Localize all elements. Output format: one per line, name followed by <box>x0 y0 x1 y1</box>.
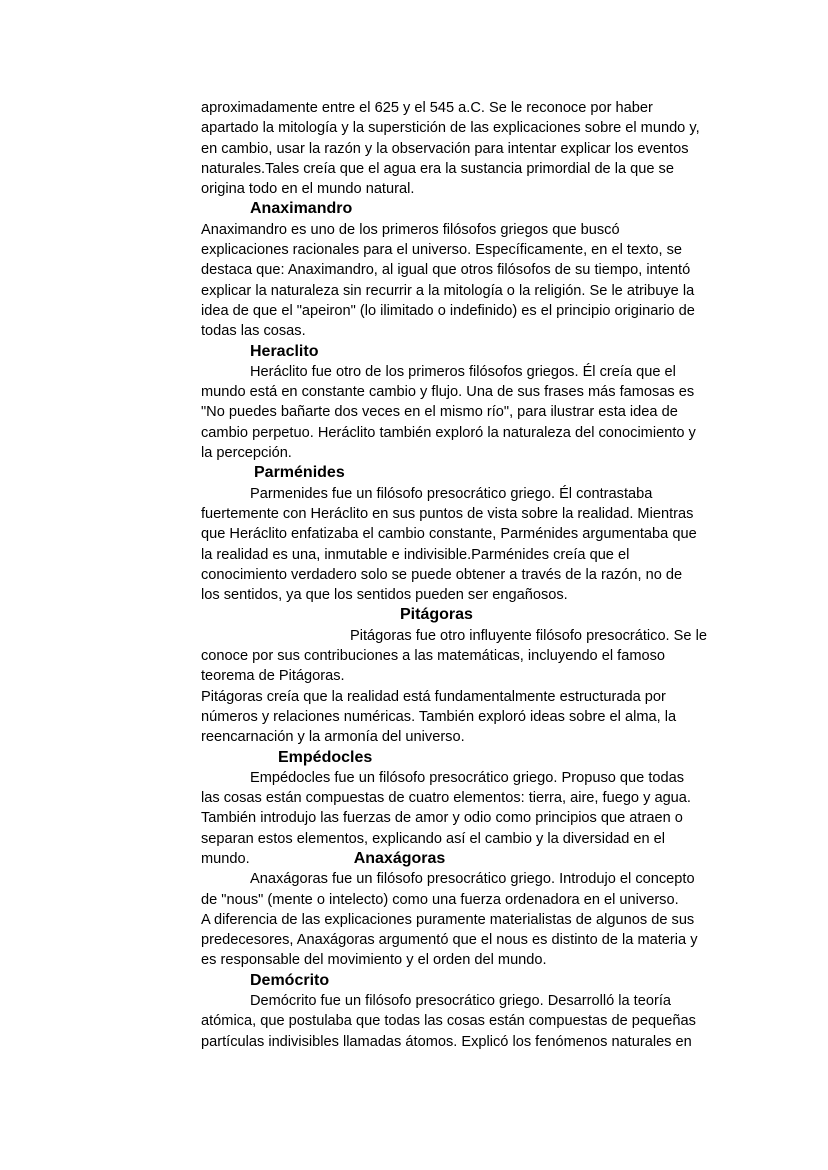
text-line: la realidad es una, inmutable e indivisible.Parménides creía que el <box>201 546 630 563</box>
heading-pitagoras: Pitágoras <box>400 606 473 624</box>
text-line: separan estos elementos, explicando así el cambio y la diversidad en el <box>201 830 666 847</box>
text-line: los sentidos, ya que los sentidos pueden ser engañosos. <box>201 587 568 604</box>
text-line: aproximadamente entre el 625 y el 545 a.C. Se le reconoce por haber <box>201 100 653 116</box>
text-line: de "nous" (mente o intelecto) como una fuerza ordenadora en el universo. <box>201 891 679 908</box>
text-line: números y relaciones numéricas. También exploró ideas sobre el alma, la <box>201 708 677 725</box>
heading-heraclito: Heraclito <box>250 342 319 360</box>
section-democrito <box>201 971 741 1052</box>
text-line: Parmenides fue un filósofo presocrático griego. Él contrastaba <box>250 485 653 502</box>
text-line: Empédocles fue un filósofo presocrático griego. Propuso que todas <box>250 769 685 786</box>
text-line: explicar la naturaleza sin recurrir a la mitología o la religión. Se le atribuye la <box>201 282 695 299</box>
text-line: todas las cosas. <box>201 323 306 340</box>
text-line: También introdujo las fuerzas de amor y odio como principios que atraen o <box>201 810 683 827</box>
text-line: "No puedes bañarte dos veces en el mismo río", para ilustrar esta idea de <box>201 404 678 421</box>
heading-anaxagoras: Anaxágoras <box>353 849 446 867</box>
mixed-line <box>201 849 741 869</box>
text-line: Demócrito fue un filósofo presocrático griego. Desarrolló la teoría <box>250 993 671 1010</box>
section-anaximandro <box>201 199 741 341</box>
text-line: fuertemente con Heráclito en sus puntos de vista sobre la realidad. Mientras <box>201 505 694 522</box>
text-line: destaca que: Anaximandro, al igual que otros filósofos de su tiempo, intentó <box>201 262 691 279</box>
text-line: origina todo en el mundo natural. <box>201 181 415 198</box>
heading-parmenides: Parménides <box>254 464 345 482</box>
text-line: conocimiento verdadero solo se puede obtener a través de la razón, no de <box>201 566 683 583</box>
section-anaxagoras <box>201 869 741 970</box>
text-line: es responsable del movimiento y el orden del mundo. <box>201 952 547 969</box>
intro-paragraph <box>201 98 741 199</box>
text-line: predecesores, Anaxágoras argumentó que el nous es distinto de la materia y <box>201 932 698 949</box>
heading-empedocles: Empédocles <box>278 748 373 766</box>
text-line: Pitágoras fue otro influyente filósofo presocrático. Se le <box>350 627 707 644</box>
text-line: Pitágoras creía que la realidad está fundamentalmente estructurada por <box>201 688 666 705</box>
text-line: que Heráclito enfatizaba el cambio constante, Parménides argumentaba que <box>201 526 697 543</box>
section-pitagoras <box>201 605 741 747</box>
text-line: A diferencia de las explicaciones puramente materialistas de algunos de sus <box>201 911 695 928</box>
document-body <box>201 98 741 1052</box>
text-line: mundo está en constante cambio y flujo. Una de sus frases más famosas es <box>201 384 695 401</box>
text-line: Heráclito fue otro de los primeros filósofos griegos. Él creía que el <box>250 363 676 380</box>
section-heraclito <box>201 342 741 464</box>
text-line: cambio perpetuo. Heráclito también exploró la naturaleza del conocimiento y <box>201 424 696 441</box>
text-line: en cambio, usar la razón y la observación para intentar explicar los eventos <box>201 140 689 157</box>
section-parmenides <box>201 463 741 605</box>
text-line: naturales.Tales creía que el agua era la sustancia primordial de la que se <box>201 160 674 177</box>
text-line: apartado la mitología y la superstición de las explicaciones sobre el mundo y, <box>201 120 700 137</box>
text-line: partículas indivisibles llamadas átomos. Explicó los fenómenos naturales en <box>201 1033 692 1050</box>
text-line: conoce por sus contribuciones a las matemáticas, incluyendo el famoso <box>201 648 665 665</box>
text-line: reencarnación y la armonía del universo. <box>201 729 465 746</box>
text-fragment: mundo. <box>201 850 250 867</box>
heading-democrito: Demócrito <box>250 971 330 989</box>
text-line: Anaximandro es uno de los primeros filósofos griegos que buscó <box>201 221 620 238</box>
text-line: la percepción. <box>201 445 292 462</box>
text-line: explicaciones racionales para el universo. Específicamente, en el texto, se <box>201 242 683 259</box>
text-line: Anaxágoras fue un filósofo presocrático griego. Introdujo el concepto <box>250 871 695 888</box>
heading-anaximandro: Anaximandro <box>250 200 353 218</box>
text-line: las cosas están compuestas de cuatro elementos: tierra, aire, fuego y agua. <box>201 790 691 807</box>
text-line: atómica, que postulaba que todas las cosas están compuestas de pequeñas <box>201 1013 696 1030</box>
text-line: idea de que el "apeiron" (lo ilimitado o indefinido) es el principio originario de <box>201 302 695 319</box>
section-empedocles <box>201 748 741 870</box>
text-line: teorema de Pitágoras. <box>201 668 345 685</box>
